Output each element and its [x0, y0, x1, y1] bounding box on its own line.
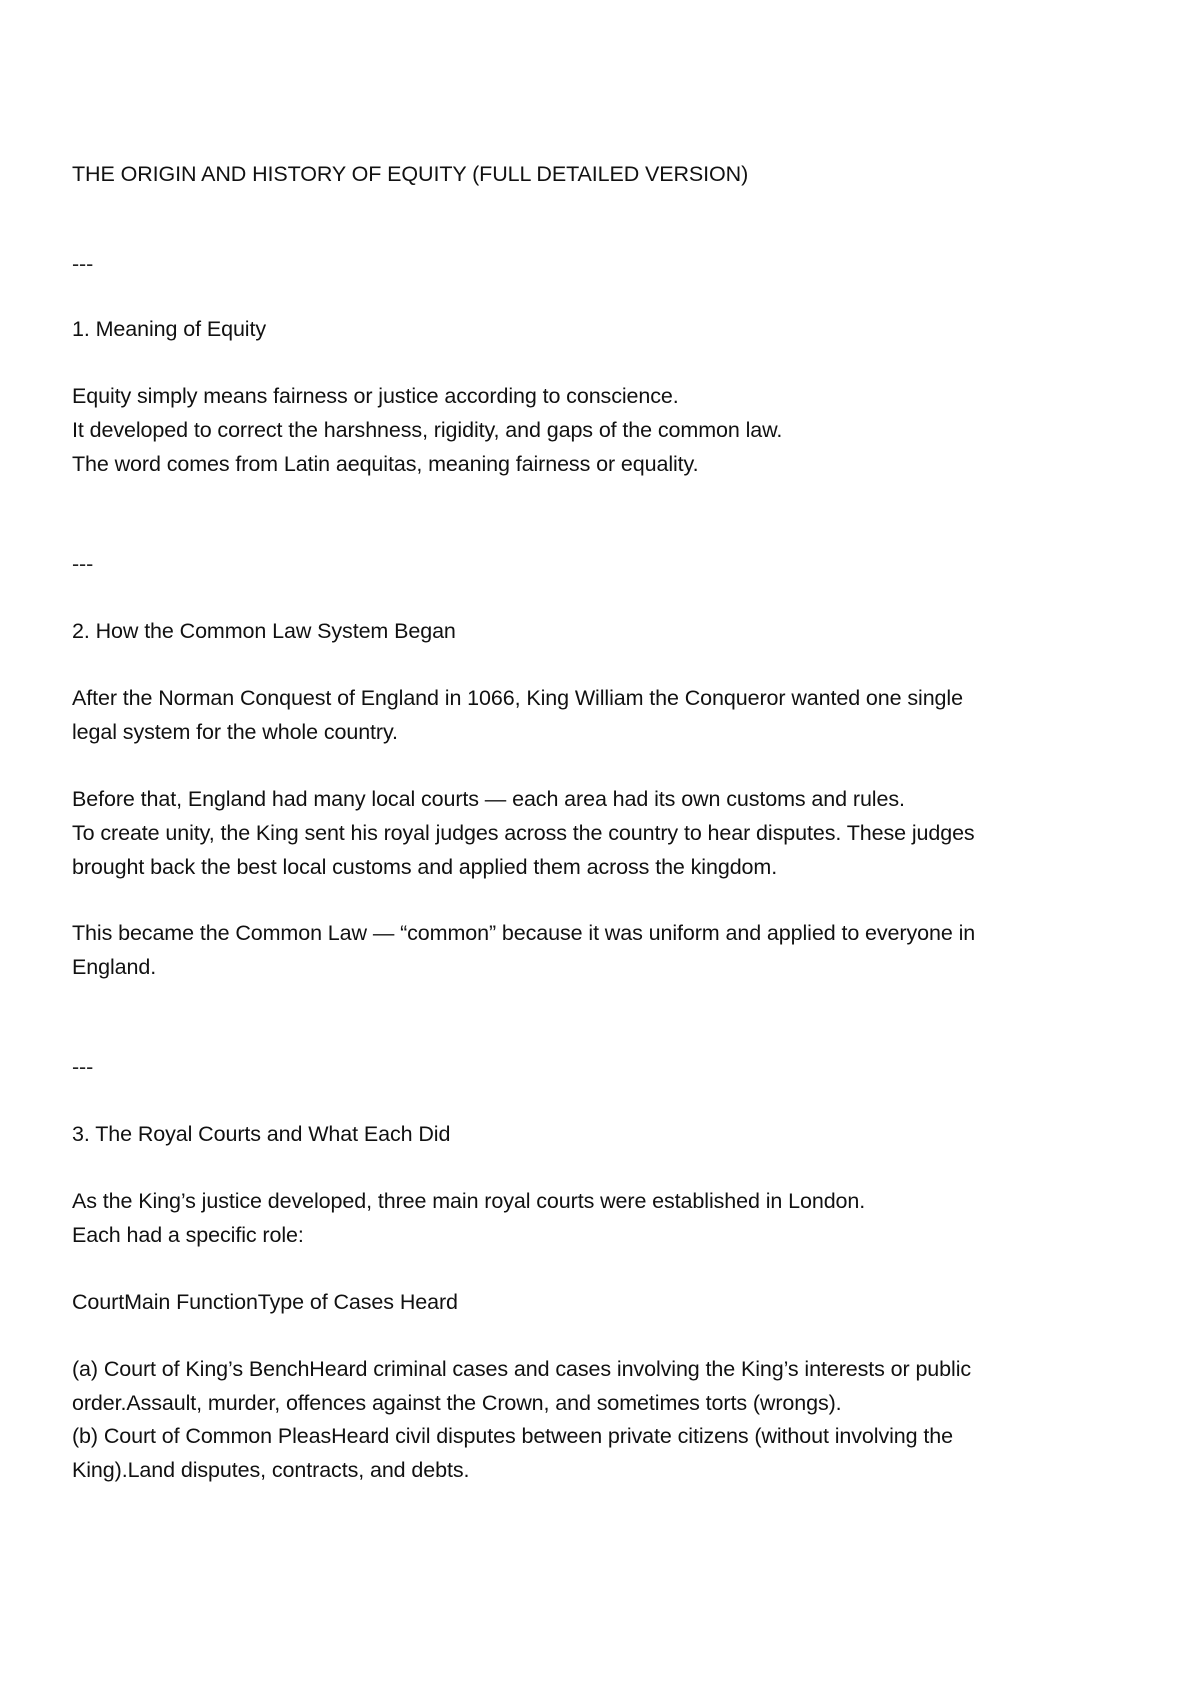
table-row: (b) Court of Common PleasHeard civil disputes between private citizens (without involving the: [72, 1424, 953, 1448]
paragraph-line: To create unity, the King sent his royal judges across the country to hear disputes. These judges: [72, 821, 975, 845]
section-heading-royal-courts: 3. The Royal Courts and What Each Did: [72, 1122, 451, 1146]
paragraph-line: Equity simply means fairness or justice according to conscience.: [72, 384, 679, 408]
section-separator: ---: [72, 252, 94, 276]
paragraph-line: Before that, England had many local courts — each area had its own customs and rules.: [72, 787, 905, 811]
paragraph-line: Each had a specific role:: [72, 1223, 304, 1247]
table-row: (a) Court of King’s BenchHeard criminal cases and cases involving the King’s interests or public: [72, 1357, 972, 1381]
paragraph-line: After the Norman Conquest of England in 1066, King William the Conqueror wanted one single: [72, 686, 963, 710]
table-row: King).Land disputes, contracts, and debts.: [72, 1458, 470, 1482]
paragraph-line: It developed to correct the harshness, rigidity, and gaps of the common law.: [72, 418, 783, 442]
section-separator: ---: [72, 552, 94, 576]
paragraph-line: As the King’s justice developed, three main royal courts were established in London.: [72, 1189, 866, 1213]
paragraph-line: The word comes from Latin aequitas, meaning fairness or equality.: [72, 452, 699, 476]
section-separator: ---: [72, 1055, 94, 1079]
paragraph-line: England.: [72, 955, 157, 979]
section-heading-meaning: 1. Meaning of Equity: [72, 317, 267, 341]
paragraph-line: brought back the best local customs and applied them across the kingdom.: [72, 855, 778, 879]
table-row: order.Assault, murder, offences against the Crown, and sometimes torts (wrongs).: [72, 1391, 842, 1415]
section-heading-common-law: 2. How the Common Law System Began: [72, 619, 456, 643]
paragraph-line: This became the Common Law — “common” because it was uniform and applied to everyone in: [72, 921, 976, 945]
document-title: THE ORIGIN AND HISTORY OF EQUITY (FULL DETAILED VERSION): [72, 162, 749, 186]
table-header-row: CourtMain FunctionType of Cases Heard: [72, 1290, 458, 1314]
paragraph-line: legal system for the whole country.: [72, 720, 398, 744]
